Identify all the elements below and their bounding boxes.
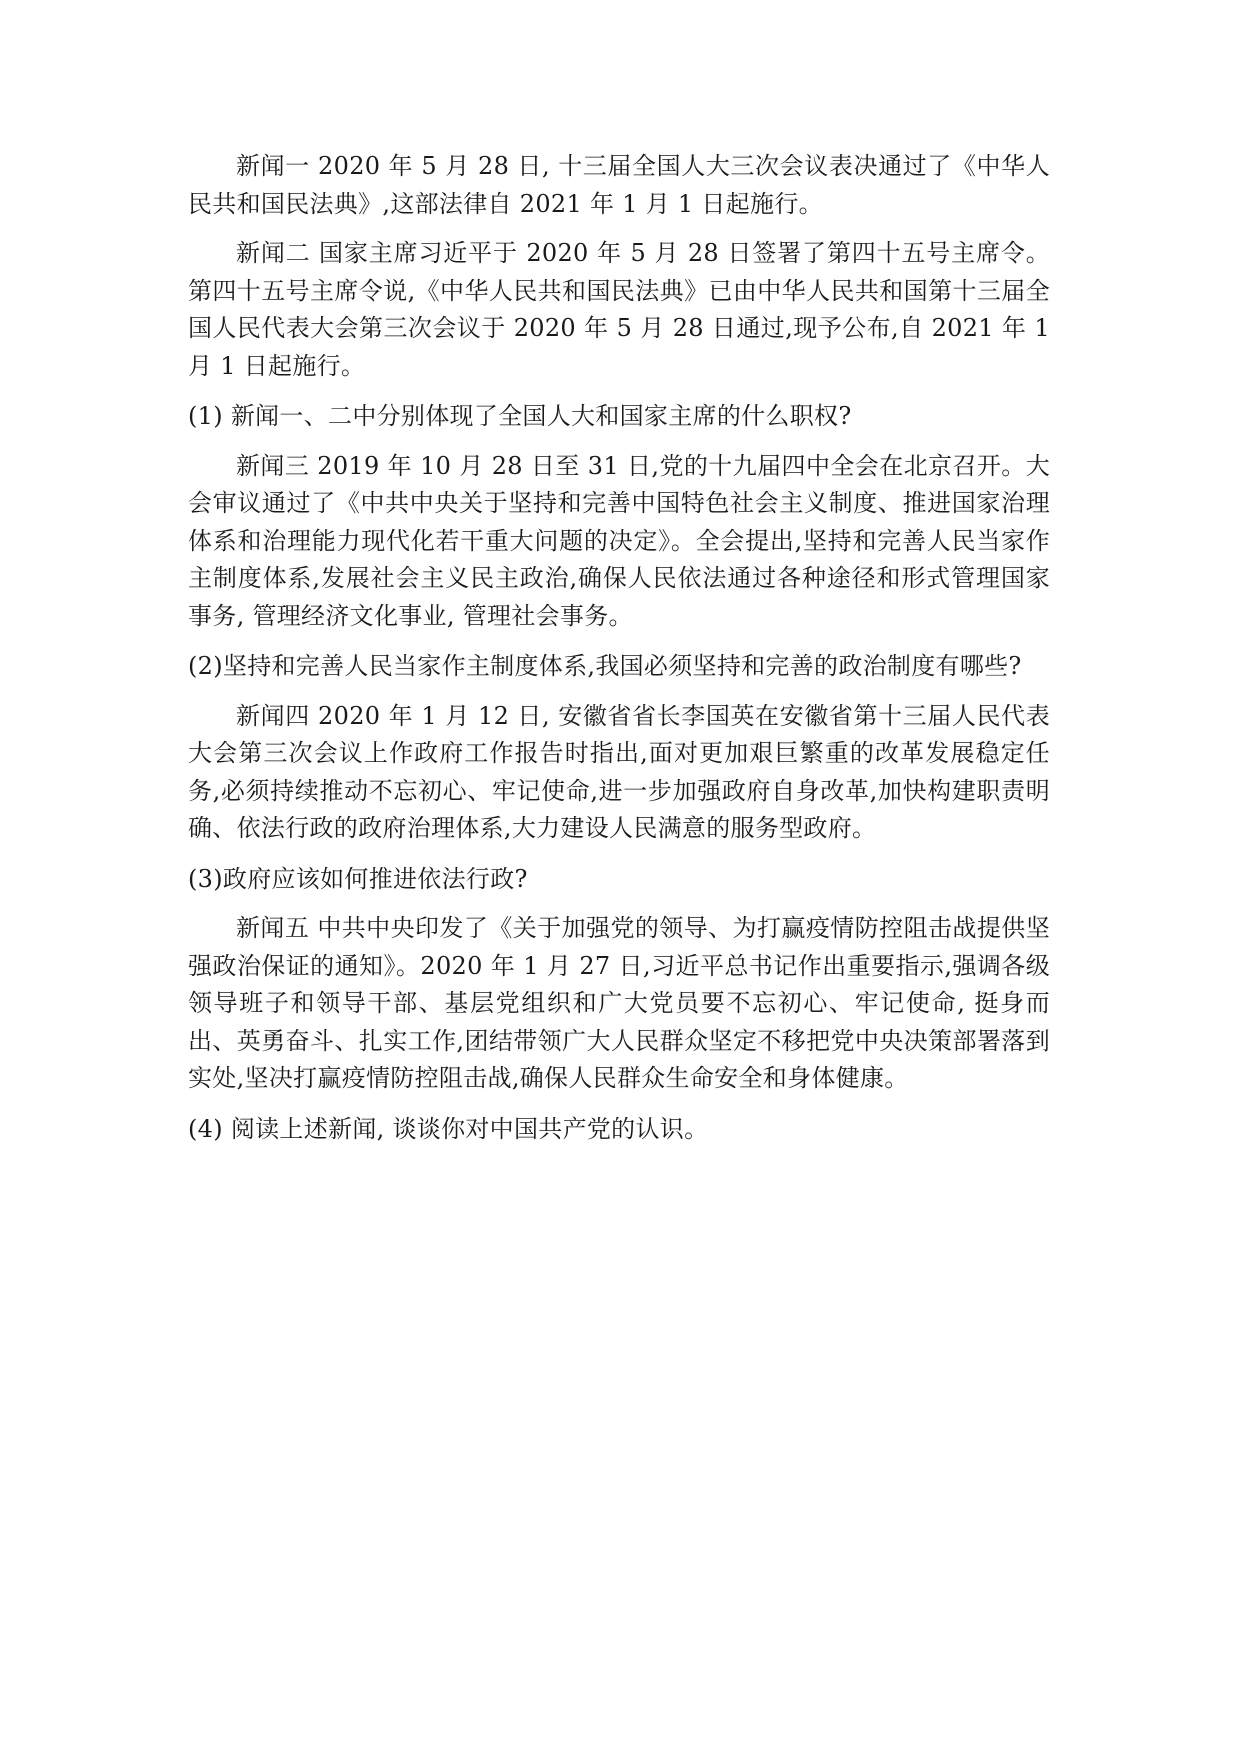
question-four: (4) 阅读上述新闻, 谈谈你对中国共产党的认识。 — [188, 1114, 709, 1143]
news-one-paragraph: 新闻一 2020 年 5 月 28 日, 十三届全国人大三次会议表决通过了《中华人民共和国民法典》,这部法律自 2021 年 1 月 1 日起施行。 — [188, 152, 1050, 218]
news-two-paragraph: 新闻二 国家主席习近平于 2020 年 5 月 28 日签署了第四十五号主席令。第四十五号主席令说,《中华人民共和国民法典》已由中华人民共和国第十三届全国人民代表大会第三次会议于 2020 年 5 月 28 日通过,现予公布,自 2021 年 1 月 1 日起施行。 — [188, 239, 1050, 380]
question-three: (3)政府应该如何推进依法行政? — [188, 864, 528, 893]
news-three-paragraph: 新闻三 2019 年 10 月 28 日至 31 日,党的十九届四中全会在北京召开。大会审议通过了《中共中央关于坚持和完善中国特色社会主义制度、推进国家治理体系和治理能力现代化若干重大问题的决定》。全会提出,坚持和完善人民当家作主制度体系,发展社会主义民主政治,确保人民依法通过各种途径和形式管理国家事务, 管理经济文化事业, 管理社会事务。 — [188, 451, 1050, 630]
question-two: (2)坚持和完善人民当家作主制度体系,我国必须坚持和完善的政治制度有哪些? — [188, 652, 1022, 680]
document-page — [188, 148, 1050, 1148]
news-four-paragraph: 新闻四 2020 年 1 月 12 日, 安徽省省长李国英在安徽省第十三届人民代表大会第三次会议上作政府工作报告时指出,面对更加艰巨繁重的改革发展稳定任务,必须持续推动不忘初心、牢记使命,进一步加强政府自身改革,加快构建职责明确、依法行政的政府治理体系,大力建设人民满意的服务型政府。 — [188, 701, 1050, 842]
question-one: (1) 新闻一、二中分别体现了全国人大和国家主席的什么职权? — [188, 402, 852, 430]
news-five-paragraph: 新闻五 中共中央印发了《关于加强党的领导、为打赢疫情防控阻击战提供坚强政治保证的通知》。2020 年 1 月 27 日,习近平总书记作出重要指示,强调各级领导班子和领导干部、基层党组织和广大党员要不忘初心、牢记使命, 挺身而出、英勇奋斗、扎实工作,团结带领广大人民群众坚定不移把党中央决策部署落到实处,坚决打赢疫情防控阻击战,确保人民群众生命安全和身体健康。 — [188, 914, 1050, 1092]
